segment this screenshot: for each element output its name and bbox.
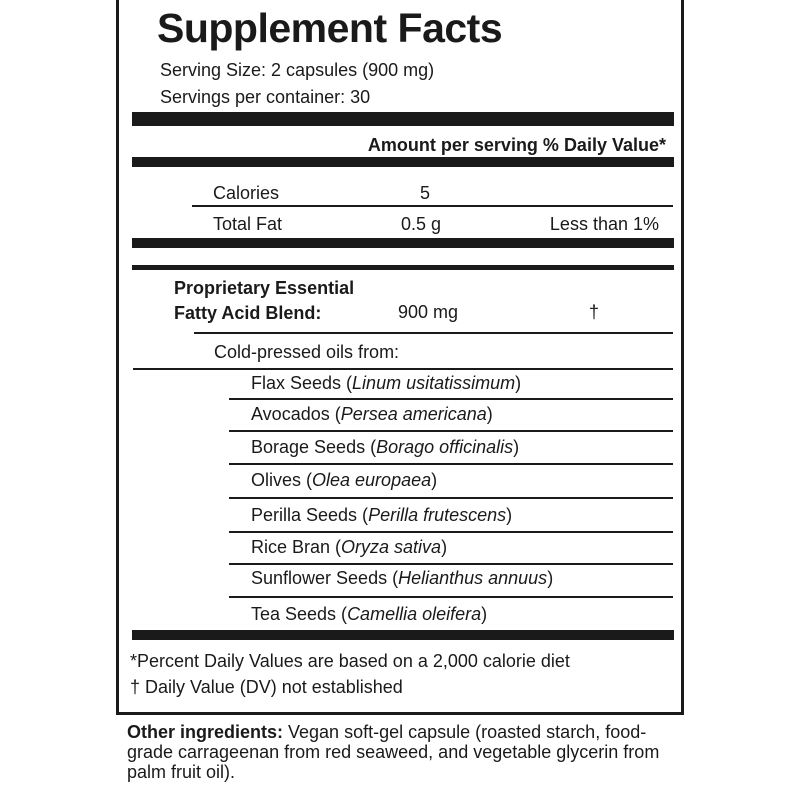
thick-divider [132, 157, 674, 167]
blend-dv: † [589, 302, 600, 322]
ingredient-row: Flax Seeds (Linum usitatissimum) [251, 373, 522, 393]
amount-header: Amount per serving % Daily Value* [367, 135, 666, 155]
serving-size: Serving Size: 2 capsules (900 mg) [160, 60, 435, 80]
servings-per-container: Servings per container: 30 [160, 87, 371, 107]
nutrient-amount: 0.5 g [401, 214, 442, 234]
thin-divider [229, 531, 673, 533]
blend-name-line1: Proprietary Essential [174, 278, 355, 298]
thick-divider [132, 238, 674, 248]
blend-amount: 900 mg [398, 302, 459, 322]
other-ingredients-label: Other ingredients: [127, 722, 284, 742]
footnote-dv-not-established: † Daily Value (DV) not established [130, 677, 403, 697]
nutrient-amount: 5 [420, 183, 431, 203]
thin-divider [229, 463, 673, 465]
other-ingredients-text: Vegan soft-gel capsule (roasted starch, food-grade carrageenan from red seaweed, and vegetable glycerin from palm fruit oil). [127, 722, 660, 782]
ingredient-row: Perilla Seeds (Perilla frutescens) [251, 505, 513, 525]
thin-divider [133, 368, 673, 370]
footnote-daily-values: *Percent Daily Values are based on a 2,000 calorie diet [130, 651, 570, 671]
ingredient-row: Olives (Olea europaea) [251, 470, 438, 490]
thin-divider [192, 205, 673, 207]
thin-divider [229, 563, 673, 565]
panel-title: Supplement Facts [157, 5, 503, 51]
thick-divider [132, 630, 674, 640]
other-ingredients [127, 722, 687, 782]
thin-divider [229, 430, 673, 432]
blend-subheader: Cold-pressed oils from: [214, 342, 400, 362]
nutrient-name: Calories [213, 183, 280, 203]
thin-divider [229, 398, 673, 400]
ingredient-row: Sunflower Seeds (Helianthus annuus) [251, 568, 554, 588]
supplement-facts-panel [116, 0, 684, 715]
ingredient-row: Borage Seeds (Borago officinalis) [251, 437, 520, 457]
nutrient-name: Total Fat [213, 214, 283, 234]
nutrient-dv: Less than 1% [549, 214, 659, 234]
blend-name-line2: Fatty Acid Blend: [174, 303, 322, 323]
thin-divider [229, 497, 673, 499]
thick-divider [132, 112, 674, 126]
ingredient-row: Tea Seeds (Camellia oleifera) [251, 604, 488, 624]
ingredient-row: Avocados (Persea americana) [251, 404, 493, 424]
thin-divider [229, 596, 673, 598]
thin-divider [194, 332, 673, 334]
medium-divider [132, 265, 674, 270]
ingredient-row: Rice Bran (Oryza sativa) [251, 537, 448, 557]
